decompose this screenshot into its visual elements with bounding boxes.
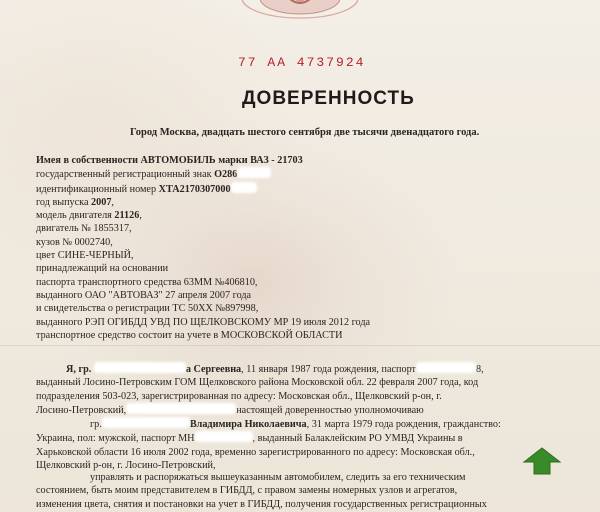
vehicle-line: и свидетельства о регистрации ТС 50ХХ №897998, (36, 303, 259, 315)
paragraph-line: Украина, пол: мужской, паспорт МН , выданный Балаклейским РО УМВД Украины в (36, 433, 463, 445)
vehicle-line: выданного РЭП ОГИБДД УВД ПО ЩЕЛКОВСКОМУ МР 19 июля 2012 года (36, 316, 371, 328)
grantor-paragraph (36, 362, 584, 417)
powers-paragraph (36, 471, 584, 511)
document-title: ДОВЕРЕННОСТЬ (242, 88, 415, 109)
vehicle-line: цвет СИНЕ-ЧЕРНЫЙ, (36, 250, 134, 262)
paragraph-line: управлять и распоряжаться вышеуказанным автомобилем, следить за его техническим (90, 472, 466, 483)
coat-of-arms-emblem (230, 0, 370, 20)
redaction (102, 417, 190, 428)
paragraph-line: Щелковский р-он, г. Лосино-Петровский, (36, 459, 216, 471)
city-date-line: Город Москва, двадцать шестого сентября две тысячи двенадцатого года. (130, 127, 480, 138)
redaction (195, 431, 253, 442)
paper-fold (0, 345, 600, 346)
vehicle-line: принадлежащий на основании (36, 263, 169, 275)
vehicle-line: паспорта транспортного средства 63ММ №406810, (36, 276, 258, 288)
vehicle-line: транспортное средство состоит на учете в МОСКОВСКОЙ ОБЛАСТИ (36, 329, 343, 341)
paragraph-line: гр. Владимира Николаевича, 31 марта 1979 года рождения, гражданство: (90, 419, 501, 430)
redaction (126, 403, 236, 414)
vehicle-line: государственный регистрационный знак О286 (36, 167, 456, 181)
vehicle-line: модель двигателя 21126, (36, 210, 142, 222)
redaction (94, 362, 186, 373)
redaction (231, 182, 257, 193)
vehicle-details (36, 154, 456, 342)
vehicle-line: год выпуска 2007, (36, 196, 114, 208)
paragraph-line: Харьковской области 16 июля 2002 года, временно зарегистрированного по адресу: Московская обл., (36, 446, 475, 458)
vehicle-line: кузов № 0002740, (36, 236, 113, 248)
vehicle-line: выданного ОАО "АВТОВАЗ" 27 апреля 2007 года (36, 289, 252, 301)
vehicle-line: Имея в собственности АВТОМОБИЛЬ марки ВАЗ - 21703 (36, 155, 303, 166)
paragraph-line: Я, гр. а Сергеевна, 11 января 1987 года рождения, паспорт 8, (66, 364, 484, 375)
paragraph-line: выданный Лосино-Петровским ГОМ Щелковского района Московской обл. 22 февраля 2007 года, код (36, 377, 479, 389)
redaction (416, 362, 476, 373)
document-serial-number: 77 АА 4737924 (238, 55, 366, 70)
green-arrow-up-icon (522, 446, 562, 476)
paragraph-line: подразделения 503-023, зарегистрированная по адресу: Московская обл., Щелковский р-он, г. (36, 390, 442, 402)
attorney-paragraph (36, 417, 584, 472)
paragraph-line: состоянием, быть моим представителем в ГИБДД, с правом замены номерных узлов и агрегатов, (36, 485, 458, 497)
paragraph-line: Лосино-Петровский, настоящей доверенностью уполномочиваю (36, 404, 424, 416)
paragraph-line: изменения цвета, снятия и постановки на учет в ГИБДД, получения государственных регистрационных (36, 498, 487, 510)
vehicle-line: двигатель № 1855317, (36, 223, 132, 235)
vehicle-line: идентификационный номер ХТА2170307000 (36, 182, 456, 196)
redaction (237, 167, 271, 178)
